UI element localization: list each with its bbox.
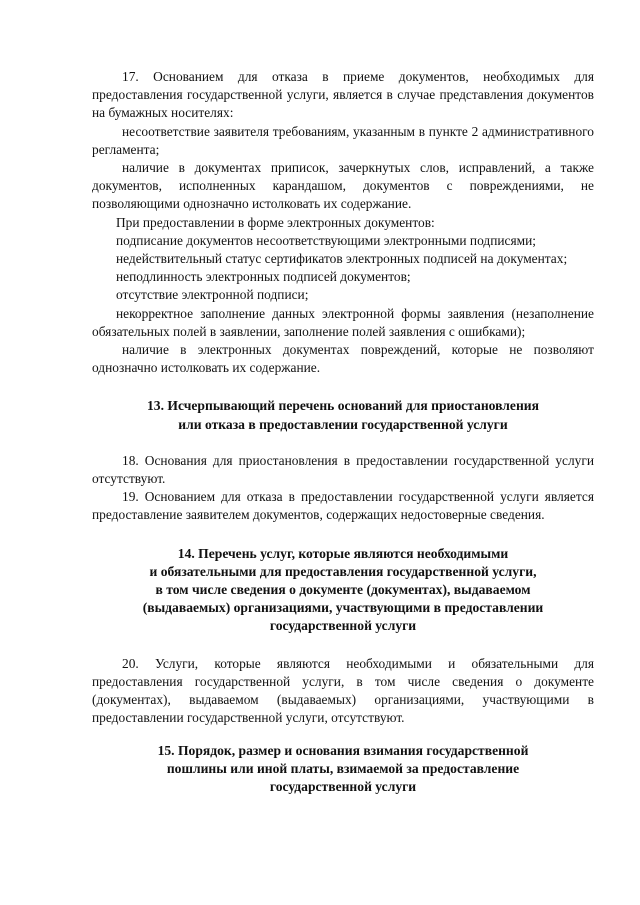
- paragraph-17-electronic-intro: При предоставлении в форме электронных документов:: [116, 214, 435, 230]
- section-15-heading-line-3: государственной услуги: [269, 778, 417, 794]
- paragraph-17-item-1: несоответствие заявителя требованиям, указанным в пункте 2 административного регламента;: [92, 123, 594, 157]
- section-14-heading-line-5: государственной услуги: [269, 618, 417, 634]
- paragraph-17-electronic-item-3: неподлинность электронных подписей документов;: [116, 269, 411, 285]
- paragraph-17-electronic-item-1: подписание документов несоответствующими электронными подписями;: [116, 232, 537, 248]
- paragraph-17-electronic-item-6: наличие в электронных документах повреждений, которые не позволяют однозначно истолковать их содержание.: [92, 342, 594, 376]
- paragraph-17-electronic-item-5: некорректное заполнение данных электронной формы заявления (незаполнение обязательных полей в заявлении, заполнение полей заявления с ошибками);: [92, 305, 594, 339]
- section-13-heading: [92, 397, 594, 433]
- section-14-heading-line-3: в том числе сведения о документе (документах), выдаваемом: [155, 582, 531, 598]
- document-content: [92, 68, 594, 796]
- section-14-heading: [92, 545, 594, 636]
- section-13-heading-line-1: 13. Исчерпывающий перечень оснований для приостановления: [147, 398, 539, 414]
- paragraph-17-electronic-item-2: недействительный статус сертификатов электронных подписей на документах;: [116, 251, 568, 267]
- paragraph-18: 18. Основания для приостановления в предоставлении государственной услуги отсутствуют.: [92, 452, 594, 487]
- section-15-heading: [92, 742, 594, 797]
- paragraph-17-intro: 17. Основанием для отказа в приеме документов, необходимых для предоставления государственной услуги, является в случае представления документов на бумажных носителях:: [92, 69, 594, 121]
- paragraph-17-item-2: наличие в документах приписок, зачеркнутых слов, исправлений, а также документов, исполненных карандашом, документов с повреждениями, не позволяющими однозначно истолковать их содержание.: [92, 160, 594, 212]
- section-14-heading-line-4: (выдаваемых) организациями, участвующими в предоставлении: [142, 600, 544, 616]
- section-15-heading-line-2: пошлины или иной платы, взимаемой за предоставление: [166, 760, 520, 776]
- section-14-heading-line-2: и обязательными для предоставления государственной услуги,: [149, 563, 537, 579]
- section-15-heading-line-1: 15. Порядок, размер и основания взимания государственной: [157, 742, 529, 758]
- paragraph-19: 19. Основанием для отказа в предоставлении государственной услуги является предоставление заявителем документов, содержащих недостоверные сведения.: [92, 489, 594, 523]
- section-14-heading-line-1: 14. Перечень услуг, которые являются необходимыми: [177, 545, 509, 561]
- paragraph-20: 20. Услуги, которые являются необходимыми и обязательными для предоставления государственной услуги, в том числе сведения о документе (документах), выдаваемом (выдаваемых) организациями, участвующими в предоставлении государственной услуги, отсутствуют.: [92, 655, 594, 726]
- section-13-heading-line-2: или отказа в предоставлении государственной услуги: [178, 416, 508, 432]
- paragraph-17-electronic-item-4: отсутствие электронной подписи;: [116, 287, 309, 303]
